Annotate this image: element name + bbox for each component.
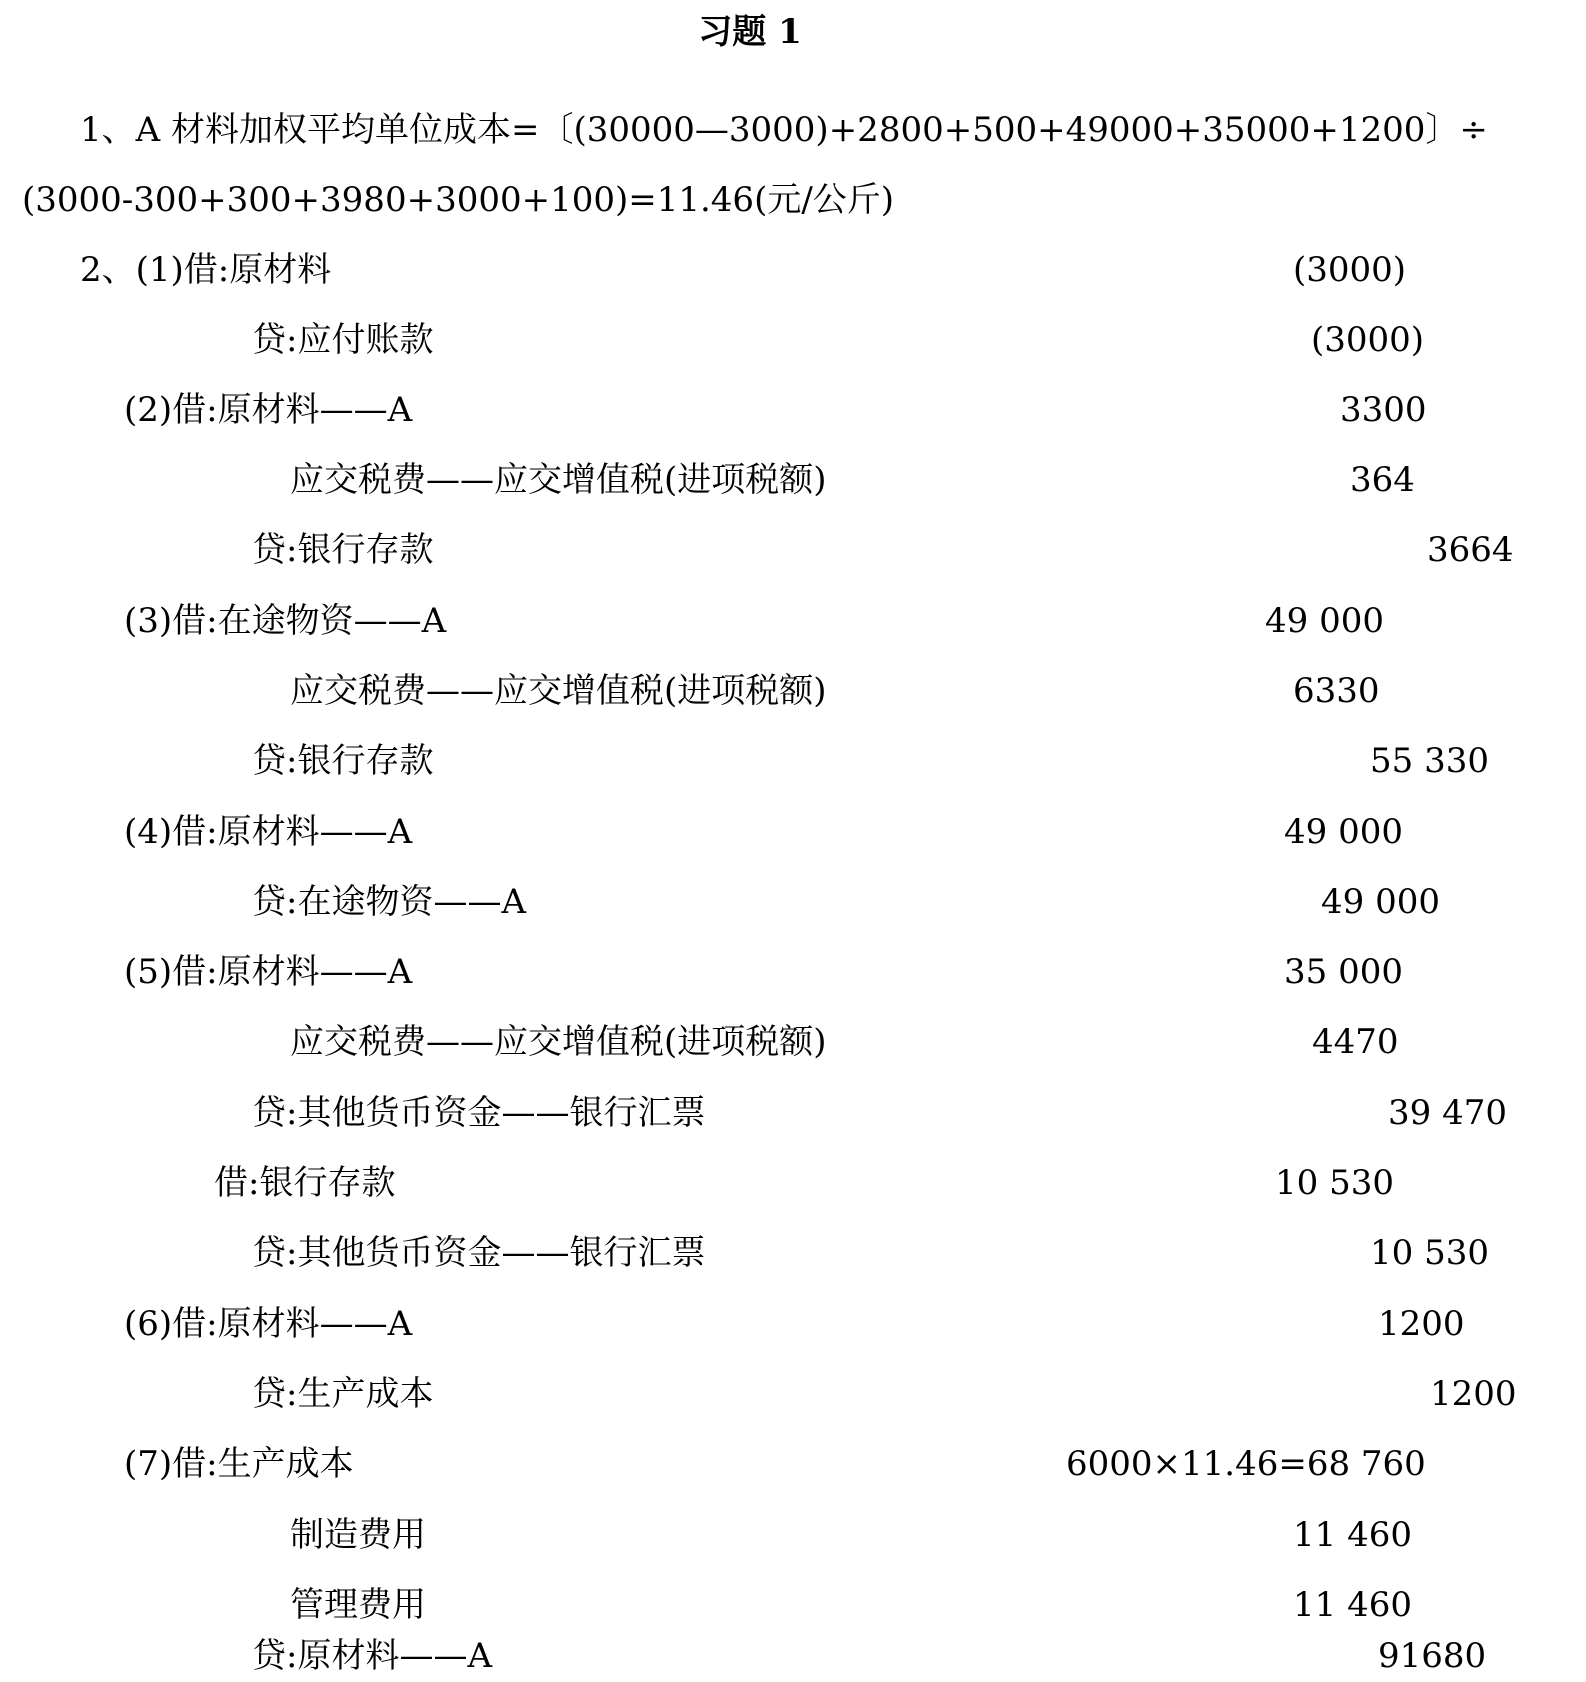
entry-amount: 49 000 <box>1321 882 1440 922</box>
entry-amount: (3000) <box>1311 320 1425 360</box>
journal-entry <box>0 1089 1586 1137</box>
journal-entry <box>0 597 1586 645</box>
entry-label: 贷:生产成本 <box>252 1374 434 1414</box>
entry-label: 贷:其他货币资金——银行汇票 <box>252 1093 706 1133</box>
entry-amount: 3300 <box>1340 390 1427 430</box>
entry-label: 应交税费——应交增值税(进项税额) <box>290 1022 827 1062</box>
entry-label: 贷:其他货币资金——银行汇票 <box>252 1233 706 1273</box>
journal-entry <box>0 456 1586 504</box>
entry-label: 借:银行存款 <box>214 1163 396 1203</box>
journal-entry <box>0 526 1586 574</box>
entry-amount: 4470 <box>1312 1022 1399 1062</box>
entry-label: 贷:在途物资——A <box>252 882 527 922</box>
journal-entry <box>0 1632 1586 1680</box>
journal-entry <box>0 737 1586 785</box>
entry-label: 贷:银行存款 <box>252 530 434 570</box>
entry-amount: 10 530 <box>1275 1163 1394 1203</box>
journal-entry <box>0 1440 1586 1488</box>
entry-amount: 364 <box>1350 460 1415 500</box>
journal-entry <box>0 1300 1586 1348</box>
journal-entry <box>0 808 1586 856</box>
entry-amount: 35 000 <box>1284 952 1403 992</box>
journal-entry <box>0 1018 1586 1066</box>
entry-amount: 6330 <box>1293 671 1380 711</box>
entry-amount: 91680 <box>1378 1636 1487 1676</box>
entry-label: (3)借:在途物资——A <box>124 601 447 641</box>
journal-entry <box>0 948 1586 996</box>
journal-entry <box>0 246 1586 294</box>
entry-amount: 49 000 <box>1284 812 1403 852</box>
journal-entry <box>0 878 1586 926</box>
journal-entry <box>0 1581 1586 1629</box>
entry-amount: 1200 <box>1430 1374 1517 1414</box>
entry-amount: 39 470 <box>1388 1093 1507 1133</box>
entry-amount: 11 460 <box>1293 1585 1412 1625</box>
entry-label: (7)借:生产成本 <box>124 1444 354 1484</box>
formula-line-2: (3000-300+300+3980+3000+100)=11.46(元/公斤) <box>22 180 895 220</box>
entry-label: 管理费用 <box>290 1585 426 1625</box>
entry-amount: 49 000 <box>1265 601 1384 641</box>
entry-amount: 55 330 <box>1370 741 1489 781</box>
entry-amount: 6000×11.46=68 760 <box>1066 1444 1426 1484</box>
journal-entry <box>0 316 1586 364</box>
entry-label: 贷:银行存款 <box>252 741 434 781</box>
journal-entry <box>0 1159 1586 1207</box>
entry-amount: 1200 <box>1378 1304 1465 1344</box>
entry-label: 应交税费——应交增值税(进项税额) <box>290 671 827 711</box>
journal-entry <box>0 667 1586 715</box>
journal-entry <box>0 1511 1586 1559</box>
journal-entry <box>0 1370 1586 1418</box>
page-title: 习题 1 <box>698 12 802 52</box>
entry-amount: 3664 <box>1427 530 1514 570</box>
entry-label: (4)借:原材料——A <box>124 812 413 852</box>
journal-entry <box>0 386 1586 434</box>
entry-label: 制造费用 <box>290 1515 426 1555</box>
entry-amount: 11 460 <box>1293 1515 1412 1555</box>
entry-amount: (3000) <box>1293 250 1407 290</box>
entry-label: (6)借:原材料——A <box>124 1304 413 1344</box>
entry-label: (5)借:原材料——A <box>124 952 413 992</box>
entry-amount: 10 530 <box>1370 1233 1489 1273</box>
journal-entry <box>0 1229 1586 1277</box>
formula-line-1: 1、A 材料加权平均单位成本=〔(30000—3000)+2800+500+49000+35000+1200〕÷ <box>80 110 1488 150</box>
entry-label: 应交税费——应交增值税(进项税额) <box>290 460 827 500</box>
entry-label: 贷:应付账款 <box>252 320 434 360</box>
entry-label: (2)借:原材料——A <box>124 390 413 430</box>
entry-label: 贷:原材料——A <box>252 1636 493 1676</box>
entry-label: 2、(1)借:原材料 <box>80 250 332 290</box>
